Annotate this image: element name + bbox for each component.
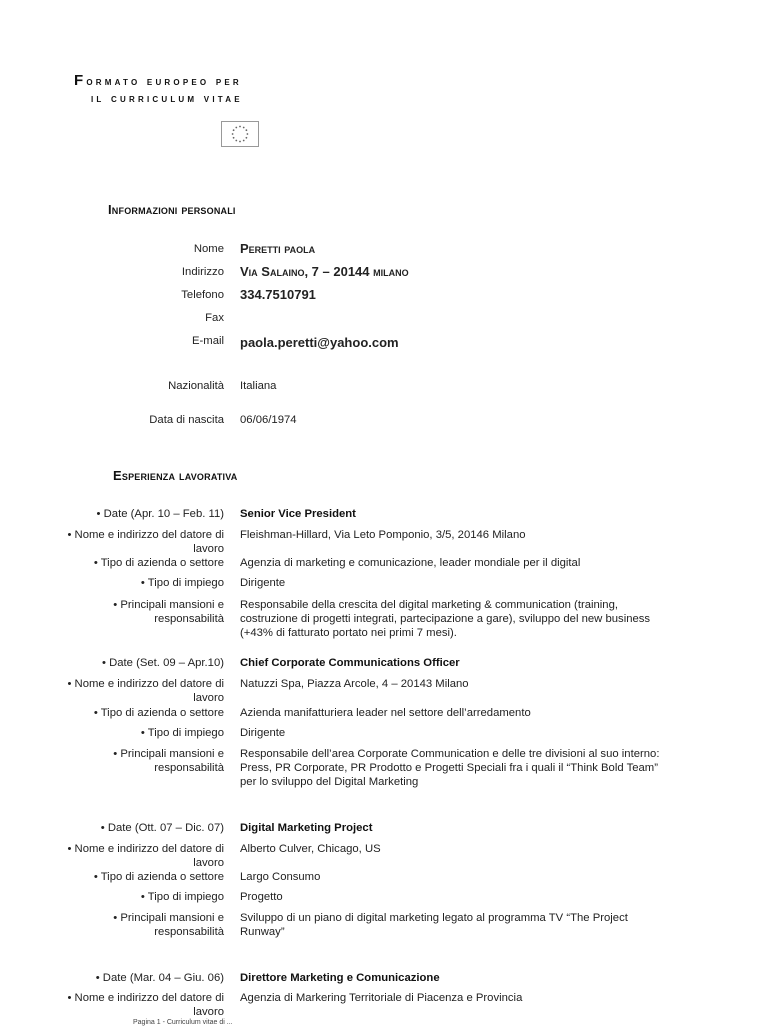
job3-employer-label: • Nome e indirizzo del datore di lavoro	[67, 843, 224, 869]
job3-date: • Date (Ott. 07 – Dic. 07)	[100, 822, 224, 834]
job2-type: Dirigente	[240, 727, 286, 739]
job2-sector-label: • Tipo di azienda o settore	[93, 707, 224, 719]
value-nationality: Italiana	[240, 380, 277, 392]
job3-type: Progetto	[240, 891, 283, 903]
job3-duties: Sviluppo di un piano di digital marketing legato al programma TV “The Project Runway”	[240, 912, 628, 938]
job2-duties: Responsabile dell’area Corporate Communication e delle tre divisioni al suo interno: Press, PR Corporate, PR Prodotto e Progetti Speciali fra i quali il “Think Bold Team” per lo sviluppo del Digital Marketing	[240, 748, 660, 788]
eu-flag-icon	[221, 121, 259, 147]
job2-date: • Date (Set. 09 – Apr.10)	[101, 657, 224, 669]
job1-date: • Date (Apr. 10 – Feb. 11)	[96, 508, 224, 520]
label-email: E-mail	[191, 335, 224, 347]
job2-employer: Natuzzi Spa, Piazza Arcole, 4 – 20143 Milano	[240, 678, 469, 690]
label-address: Indirizzo	[181, 266, 224, 278]
job4-employer-label: • Nome e indirizzo del datore di lavoro	[67, 992, 224, 1018]
page-footer: Pagina 1 - Curriculum vitae di ...	[133, 1019, 233, 1026]
job1-duties: Responsabile della crescita del digital marketing & communication (training, costruzione di progetti integrati, partecipazione a gare), sviluppo del new business (+43% di fatturato portato nei primi 7 mesi).	[240, 599, 651, 639]
job1-employer-label: • Nome e indirizzo del datore di lavoro	[67, 529, 224, 555]
job2-type-label: • Tipo di impiego	[140, 727, 224, 739]
job2-employer-label: • Nome e indirizzo del datore di lavoro	[67, 678, 224, 704]
job2-sector: Azienda manifatturiera leader nel settore dell’arredamento	[240, 707, 531, 719]
job4-title: Direttore Marketing e Comunicazione	[240, 972, 440, 984]
label-nationality: Nazionalità	[168, 380, 224, 392]
label-phone: Telefono	[181, 289, 224, 301]
job3-title: Digital Marketing Project	[240, 822, 373, 834]
job3-type-label: • Tipo di impiego	[140, 891, 224, 903]
job1-duties-label: • Principali mansioni e responsabilità	[113, 599, 224, 625]
job2-duties-label: • Principali mansioni e responsabilità	[113, 748, 224, 774]
job4-date: • Date (Mar. 04 – Giu. 06)	[95, 972, 224, 984]
format-title-line2: il curriculum vitae	[91, 91, 243, 105]
job1-sector-label: • Tipo di azienda o settore	[93, 557, 224, 569]
job1-title: Senior Vice President	[240, 508, 356, 520]
job1-sector: Agenzia di marketing e comunicazione, leader mondiale per il digital	[240, 557, 581, 569]
value-birthdate: 06/06/1974	[240, 414, 297, 426]
job3-duties-label: • Principali mansioni e responsabilità	[113, 912, 224, 938]
value-address: Via Salaino, 7 – 20144 milano	[240, 264, 409, 279]
label-fax: Fax	[205, 312, 224, 324]
label-name: Nome	[193, 243, 224, 255]
format-title-initial: F	[74, 72, 87, 89]
cv-format-title	[74, 72, 243, 107]
job1-type: Dirigente	[240, 577, 286, 589]
job1-employer: Fleishman-Hillard, Via Leto Pomponio, 3/5, 20146 Milano	[240, 529, 526, 541]
value-email: paola.peretti@yahoo.com	[240, 335, 399, 350]
format-title-line1: ormato europeo per	[86, 74, 242, 88]
value-phone: 334.7510791	[240, 287, 316, 302]
value-name: Peretti paola	[240, 241, 316, 256]
section-title-personal: Informazioni personali	[108, 202, 236, 217]
label-birthdate: Data di nascita	[149, 414, 224, 426]
job4-employer: Agenzia di Markering Territoriale di Piacenza e Provincia	[240, 992, 523, 1004]
job3-employer: Alberto Culver, Chicago, US	[240, 843, 381, 855]
job3-sector: Largo Consumo	[240, 871, 321, 883]
section-title-experience: Esperienza lavorativa	[113, 468, 238, 483]
job1-type-label: • Tipo di impiego	[140, 577, 224, 589]
job3-sector-label: • Tipo di azienda o settore	[93, 871, 224, 883]
job2-title: Chief Corporate Communications Officer	[240, 657, 460, 669]
